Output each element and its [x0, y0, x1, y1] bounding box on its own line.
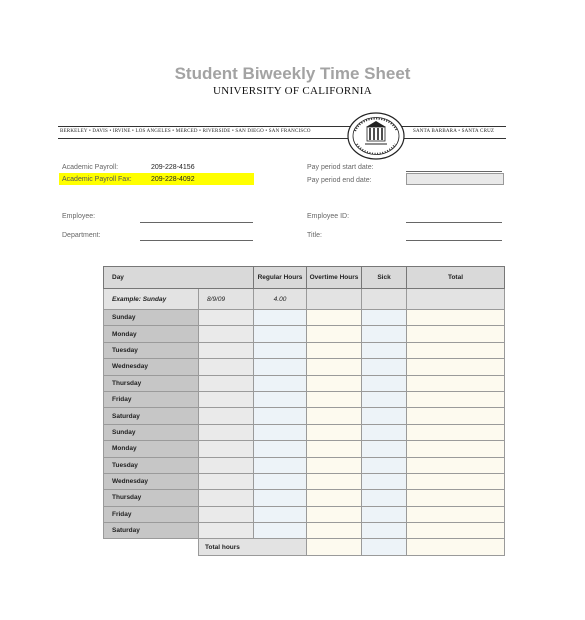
department-label: Department: [62, 232, 101, 239]
academic-payroll-label: Academic Payroll: [62, 164, 119, 171]
day-cell: Tuesday [104, 457, 199, 473]
title-label: Title: [307, 232, 322, 239]
sick-hours-cell[interactable] [362, 506, 407, 522]
day-cell: Wednesday [104, 473, 199, 489]
sick-hours-cell[interactable] [362, 375, 407, 391]
date-cell[interactable] [199, 490, 254, 506]
regular-hours-cell[interactable] [254, 342, 307, 358]
regular-hours-cell[interactable] [254, 375, 307, 391]
total-cell[interactable] [407, 523, 505, 539]
header-overtime-hours: Overtime Hours [307, 267, 362, 289]
header-day: Day [104, 267, 254, 289]
date-cell[interactable] [199, 342, 254, 358]
regular-hours-cell[interactable] [254, 424, 307, 440]
table-row [104, 473, 505, 489]
day-cell: Sunday [104, 310, 199, 326]
campus-list-left: BERKELEY • DAVIS • IRVINE • LOS ANGELES • MERCED • RIVERSIDE • SAN DIEGO • SAN FRANCISCO [60, 129, 311, 134]
date-cell[interactable] [199, 310, 254, 326]
regular-hours-cell[interactable] [254, 408, 307, 424]
date-cell[interactable] [199, 473, 254, 489]
day-cell: Tuesday [104, 342, 199, 358]
total-cell[interactable] [407, 490, 505, 506]
day-cell: Thursday [104, 490, 199, 506]
overtime-hours-cell[interactable] [307, 342, 362, 358]
date-cell[interactable] [199, 457, 254, 473]
day-cell: Monday [104, 326, 199, 342]
day-cell: Wednesday [104, 359, 199, 375]
example-total [407, 289, 505, 310]
regular-hours-cell[interactable] [254, 310, 307, 326]
regular-hours-cell[interactable] [254, 359, 307, 375]
total-cell[interactable] [407, 408, 505, 424]
example-date: 8/9/09 [199, 289, 254, 310]
table-row [104, 457, 505, 473]
regular-hours-cell[interactable] [254, 506, 307, 522]
overtime-hours-cell[interactable] [307, 391, 362, 407]
regular-hours-cell[interactable] [254, 457, 307, 473]
employee-field[interactable] [140, 222, 253, 223]
overtime-hours-cell[interactable] [307, 523, 362, 539]
date-cell[interactable] [199, 375, 254, 391]
overtime-hours-cell[interactable] [307, 506, 362, 522]
total-hours-row [104, 539, 505, 555]
table-row [104, 424, 505, 440]
overtime-hours-cell[interactable] [307, 408, 362, 424]
regular-hours-cell[interactable] [254, 441, 307, 457]
sick-hours-cell[interactable] [362, 457, 407, 473]
total-cell[interactable] [407, 457, 505, 473]
overtime-hours-cell[interactable] [307, 359, 362, 375]
sick-hours-cell[interactable] [362, 310, 407, 326]
overtime-hours-cell[interactable] [307, 424, 362, 440]
header-total: Total [407, 267, 505, 289]
example-row [104, 289, 505, 310]
page-title: Student Biweekly Time Sheet [174, 64, 411, 83]
pay-period-start-field[interactable] [406, 171, 502, 172]
overtime-hours-cell[interactable] [307, 441, 362, 457]
employee-label: Employee: [62, 213, 96, 220]
date-cell[interactable] [199, 523, 254, 539]
sick-hours-cell[interactable] [362, 490, 407, 506]
day-cell: Friday [104, 506, 199, 522]
total-cell[interactable] [407, 342, 505, 358]
overtime-hours-cell[interactable] [307, 473, 362, 489]
total-cell[interactable] [407, 326, 505, 342]
overtime-hours-cell[interactable] [307, 457, 362, 473]
regular-hours-cell[interactable] [254, 473, 307, 489]
sick-hours-cell[interactable] [362, 359, 407, 375]
employee-id-label: Employee ID: [307, 213, 350, 220]
total-hours-label: Total hours [199, 539, 307, 555]
date-cell[interactable] [199, 424, 254, 440]
overtime-hours-cell[interactable] [307, 310, 362, 326]
sick-hours-cell[interactable] [362, 326, 407, 342]
title-field[interactable] [406, 240, 502, 241]
date-cell[interactable] [199, 326, 254, 342]
regular-hours-cell[interactable] [254, 326, 307, 342]
table-row [104, 391, 505, 407]
table-row [104, 523, 505, 539]
sick-hours-cell[interactable] [362, 523, 407, 539]
date-cell[interactable] [199, 359, 254, 375]
total-cell[interactable] [407, 506, 505, 522]
total-cell[interactable] [407, 391, 505, 407]
timesheet-table [103, 266, 505, 556]
table-row [104, 408, 505, 424]
pay-period-end-label: Pay period end date: [307, 177, 372, 184]
example-overtime [307, 289, 362, 310]
example-sick [362, 289, 407, 310]
pay-period-end-field[interactable] [406, 173, 504, 185]
day-cell: Monday [104, 441, 199, 457]
table-header-row [104, 267, 505, 289]
total-cell[interactable] [407, 375, 505, 391]
academic-payroll-fax-label: Academic Payroll Fax: [62, 176, 132, 183]
sick-hours-cell[interactable] [362, 441, 407, 457]
total-cell[interactable] [407, 424, 505, 440]
regular-hours-cell[interactable] [254, 391, 307, 407]
table-row [104, 441, 505, 457]
department-field[interactable] [140, 240, 253, 241]
sick-hours-cell[interactable] [362, 408, 407, 424]
total-cell[interactable] [407, 441, 505, 457]
total-cell[interactable] [407, 473, 505, 489]
total-overtime-cell[interactable] [307, 539, 362, 555]
table-row [104, 375, 505, 391]
table-row [104, 506, 505, 522]
campus-list-right: SANTA BARBARA • SANTA CRUZ [413, 129, 495, 134]
total-hours-cell[interactable] [407, 539, 505, 555]
table-row [104, 359, 505, 375]
total-sick-cell[interactable] [362, 539, 407, 555]
total-cell[interactable] [407, 359, 505, 375]
sick-hours-cell[interactable] [362, 424, 407, 440]
date-cell[interactable] [199, 391, 254, 407]
academic-payroll-phone: 209-228-4156 [151, 164, 195, 171]
header-rule-bottom [58, 138, 506, 139]
table-row [104, 310, 505, 326]
regular-hours-cell[interactable] [254, 523, 307, 539]
pay-period-start-label: Pay period start date: [307, 164, 374, 171]
overtime-hours-cell[interactable] [307, 375, 362, 391]
day-cell: Friday [104, 391, 199, 407]
employee-id-field[interactable] [406, 222, 502, 223]
table-row [104, 490, 505, 506]
day-cell: Saturday [104, 523, 199, 539]
university-seal-icon [346, 111, 406, 166]
table-row [104, 326, 505, 342]
example-day: Example: Sunday [104, 289, 199, 310]
day-cell: Thursday [104, 375, 199, 391]
overtime-hours-cell[interactable] [307, 326, 362, 342]
total-cell[interactable] [407, 310, 505, 326]
header-rule-top [58, 126, 506, 127]
date-cell[interactable] [199, 506, 254, 522]
date-cell[interactable] [199, 408, 254, 424]
academic-payroll-fax: 209-228-4092 [151, 176, 195, 183]
header-sick: Sick [362, 267, 407, 289]
day-cell: Sunday [104, 424, 199, 440]
example-regular-hours: 4.00 [254, 289, 307, 310]
sick-hours-cell[interactable] [362, 391, 407, 407]
table-row [104, 342, 505, 358]
sick-hours-cell[interactable] [362, 473, 407, 489]
header-regular-hours: Regular Hours [254, 267, 307, 289]
sick-hours-cell[interactable] [362, 342, 407, 358]
day-cell: Saturday [104, 408, 199, 424]
regular-hours-cell[interactable] [254, 490, 307, 506]
overtime-hours-cell[interactable] [307, 490, 362, 506]
university-name: UNIVERSITY OF CALIFORNIA [213, 85, 372, 97]
date-cell[interactable] [199, 441, 254, 457]
